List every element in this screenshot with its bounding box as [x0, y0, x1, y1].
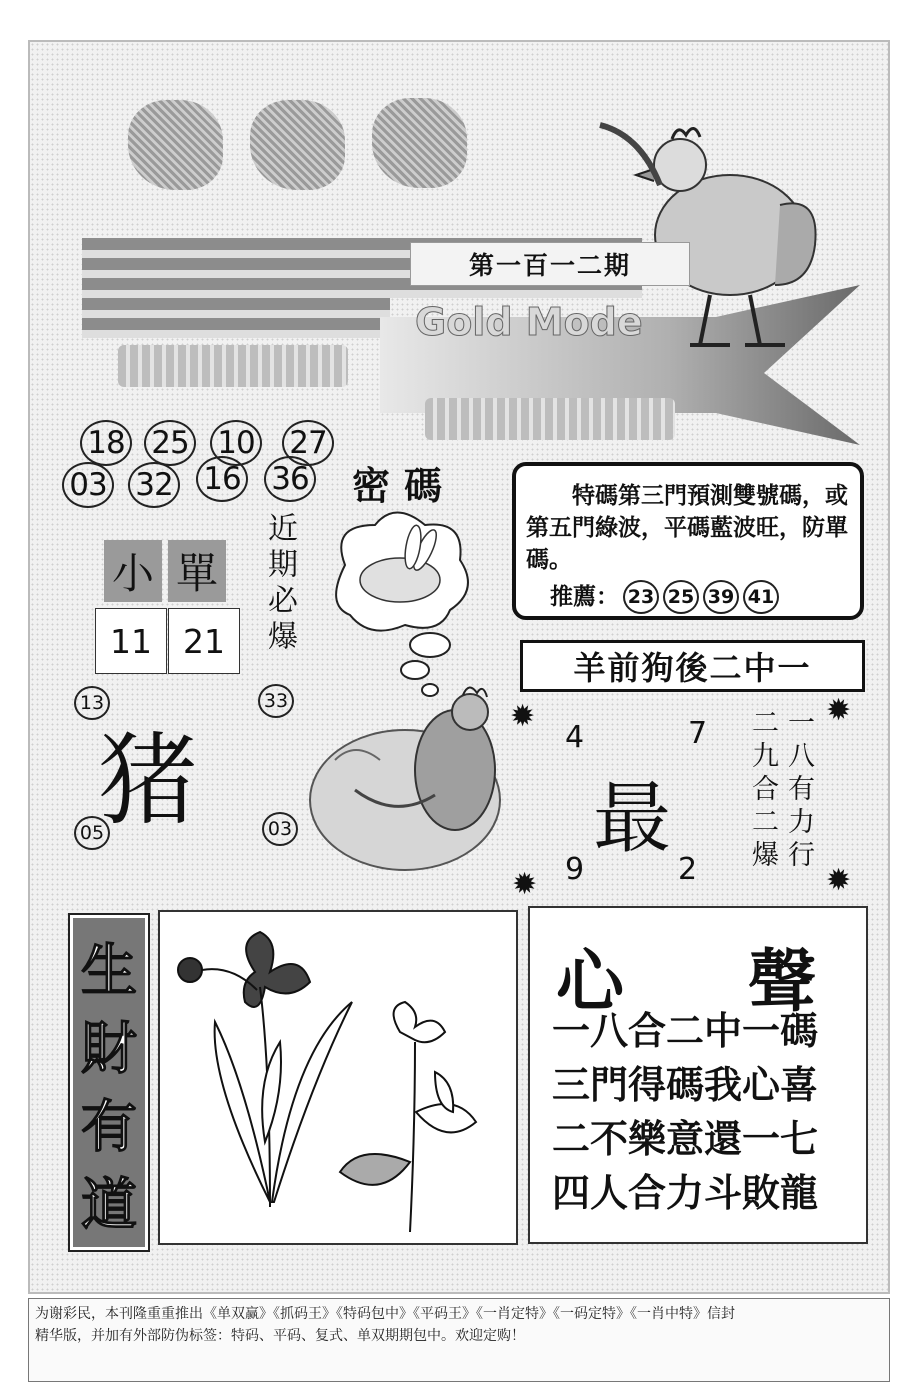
wealth-char: 有 — [81, 1094, 137, 1160]
number-circle: 27 — [282, 420, 334, 466]
logo-char-3 — [372, 98, 467, 188]
number-circle: 16 — [196, 456, 248, 502]
small-odd-value: 11 — [95, 608, 167, 674]
recommend-label: 推薦： — [550, 583, 619, 610]
best-digit: 9 — [565, 852, 585, 887]
footer-line: 为谢彩民，本刊隆重重推出《单双赢》《抓码王》《特码包中》《平码王》《一肖定特》《一码定特》《一肖中特》信封 — [35, 1306, 735, 1322]
blurred-subtitle-right — [425, 398, 675, 440]
logo-char-1 — [128, 100, 223, 190]
recommend-row — [550, 580, 848, 614]
brand-english: Gold Mode — [415, 300, 643, 344]
issue-number: 第一百一二期 — [410, 242, 690, 286]
odd-header: 單 — [168, 540, 226, 602]
slogan-box: 羊前狗後二中一 — [520, 640, 865, 692]
side-slogan: 近期必爆 — [262, 512, 297, 656]
best-character: 最 — [593, 774, 672, 864]
secret-title: 密碼 — [352, 463, 457, 508]
poem-line: 三門得碼我心喜 — [552, 1063, 819, 1107]
small-header: 小 — [104, 540, 162, 602]
small-odd-value: 21 — [168, 608, 240, 674]
best-digit: 4 — [565, 720, 585, 755]
star-icon: ✹ — [512, 867, 538, 902]
number-circle: 36 — [264, 456, 316, 502]
poem-line: 一八合二中一碼 — [552, 1009, 819, 1053]
pig-number-circle: 05 — [74, 816, 110, 850]
recommend-number: 39 — [703, 580, 739, 614]
pig-number-circle: 13 — [74, 686, 110, 720]
blurred-subtitle-left — [118, 345, 348, 387]
voice-title-char: 心 — [556, 943, 625, 1022]
wealth-char: 生 — [81, 938, 137, 1004]
rooster-number-circle: 33 — [258, 684, 294, 718]
poem-line: 二不樂意還一七 — [552, 1117, 819, 1161]
best-column-1: 二九合二爆 — [747, 708, 778, 873]
recommend-number: 25 — [663, 580, 699, 614]
flower-illustration-box — [158, 910, 518, 1245]
flower-illustration — [160, 912, 516, 1243]
pig-character: 猪 — [98, 722, 198, 839]
logo-char-2 — [250, 100, 345, 190]
star-icon: ✹ — [826, 863, 852, 898]
rooster-hen-illustration — [295, 680, 535, 885]
number-circle: 03 — [62, 462, 114, 508]
number-circle: 10 — [210, 420, 262, 466]
wealth-char: 財 — [81, 1016, 137, 1082]
poem-line: 四人合力斗敗龍 — [552, 1171, 819, 1215]
wealth-banner — [70, 915, 148, 1250]
recommend-number: 41 — [743, 580, 779, 614]
number-circle: 32 — [128, 462, 180, 508]
bunny-cloud-illustration — [325, 505, 475, 700]
prediction-box — [512, 462, 864, 620]
wealth-char: 道 — [81, 1172, 137, 1238]
best-digit: 7 — [688, 716, 708, 751]
prediction-text: 特碼第三門預測雙號碼，或第五門綠波，平碼藍波旺，防單碼。 — [526, 482, 848, 573]
number-circle: 18 — [80, 420, 132, 466]
footer-line: 精华版，并加有外部防伪标签：特码、平码、复式、单双期期包中。欢迎定购！ — [35, 1328, 525, 1344]
star-icon: ✹ — [826, 693, 852, 728]
best-digit: 2 — [678, 852, 698, 887]
recommend-number: 23 — [623, 580, 659, 614]
rooster-number-circle: 03 — [262, 812, 298, 846]
best-column-2: 一八有力行 — [783, 708, 814, 873]
star-icon: ✹ — [510, 699, 536, 734]
footer-notice — [28, 1298, 890, 1382]
number-circle: 25 — [144, 420, 196, 466]
voice-title-char: 聲 — [747, 943, 816, 1022]
